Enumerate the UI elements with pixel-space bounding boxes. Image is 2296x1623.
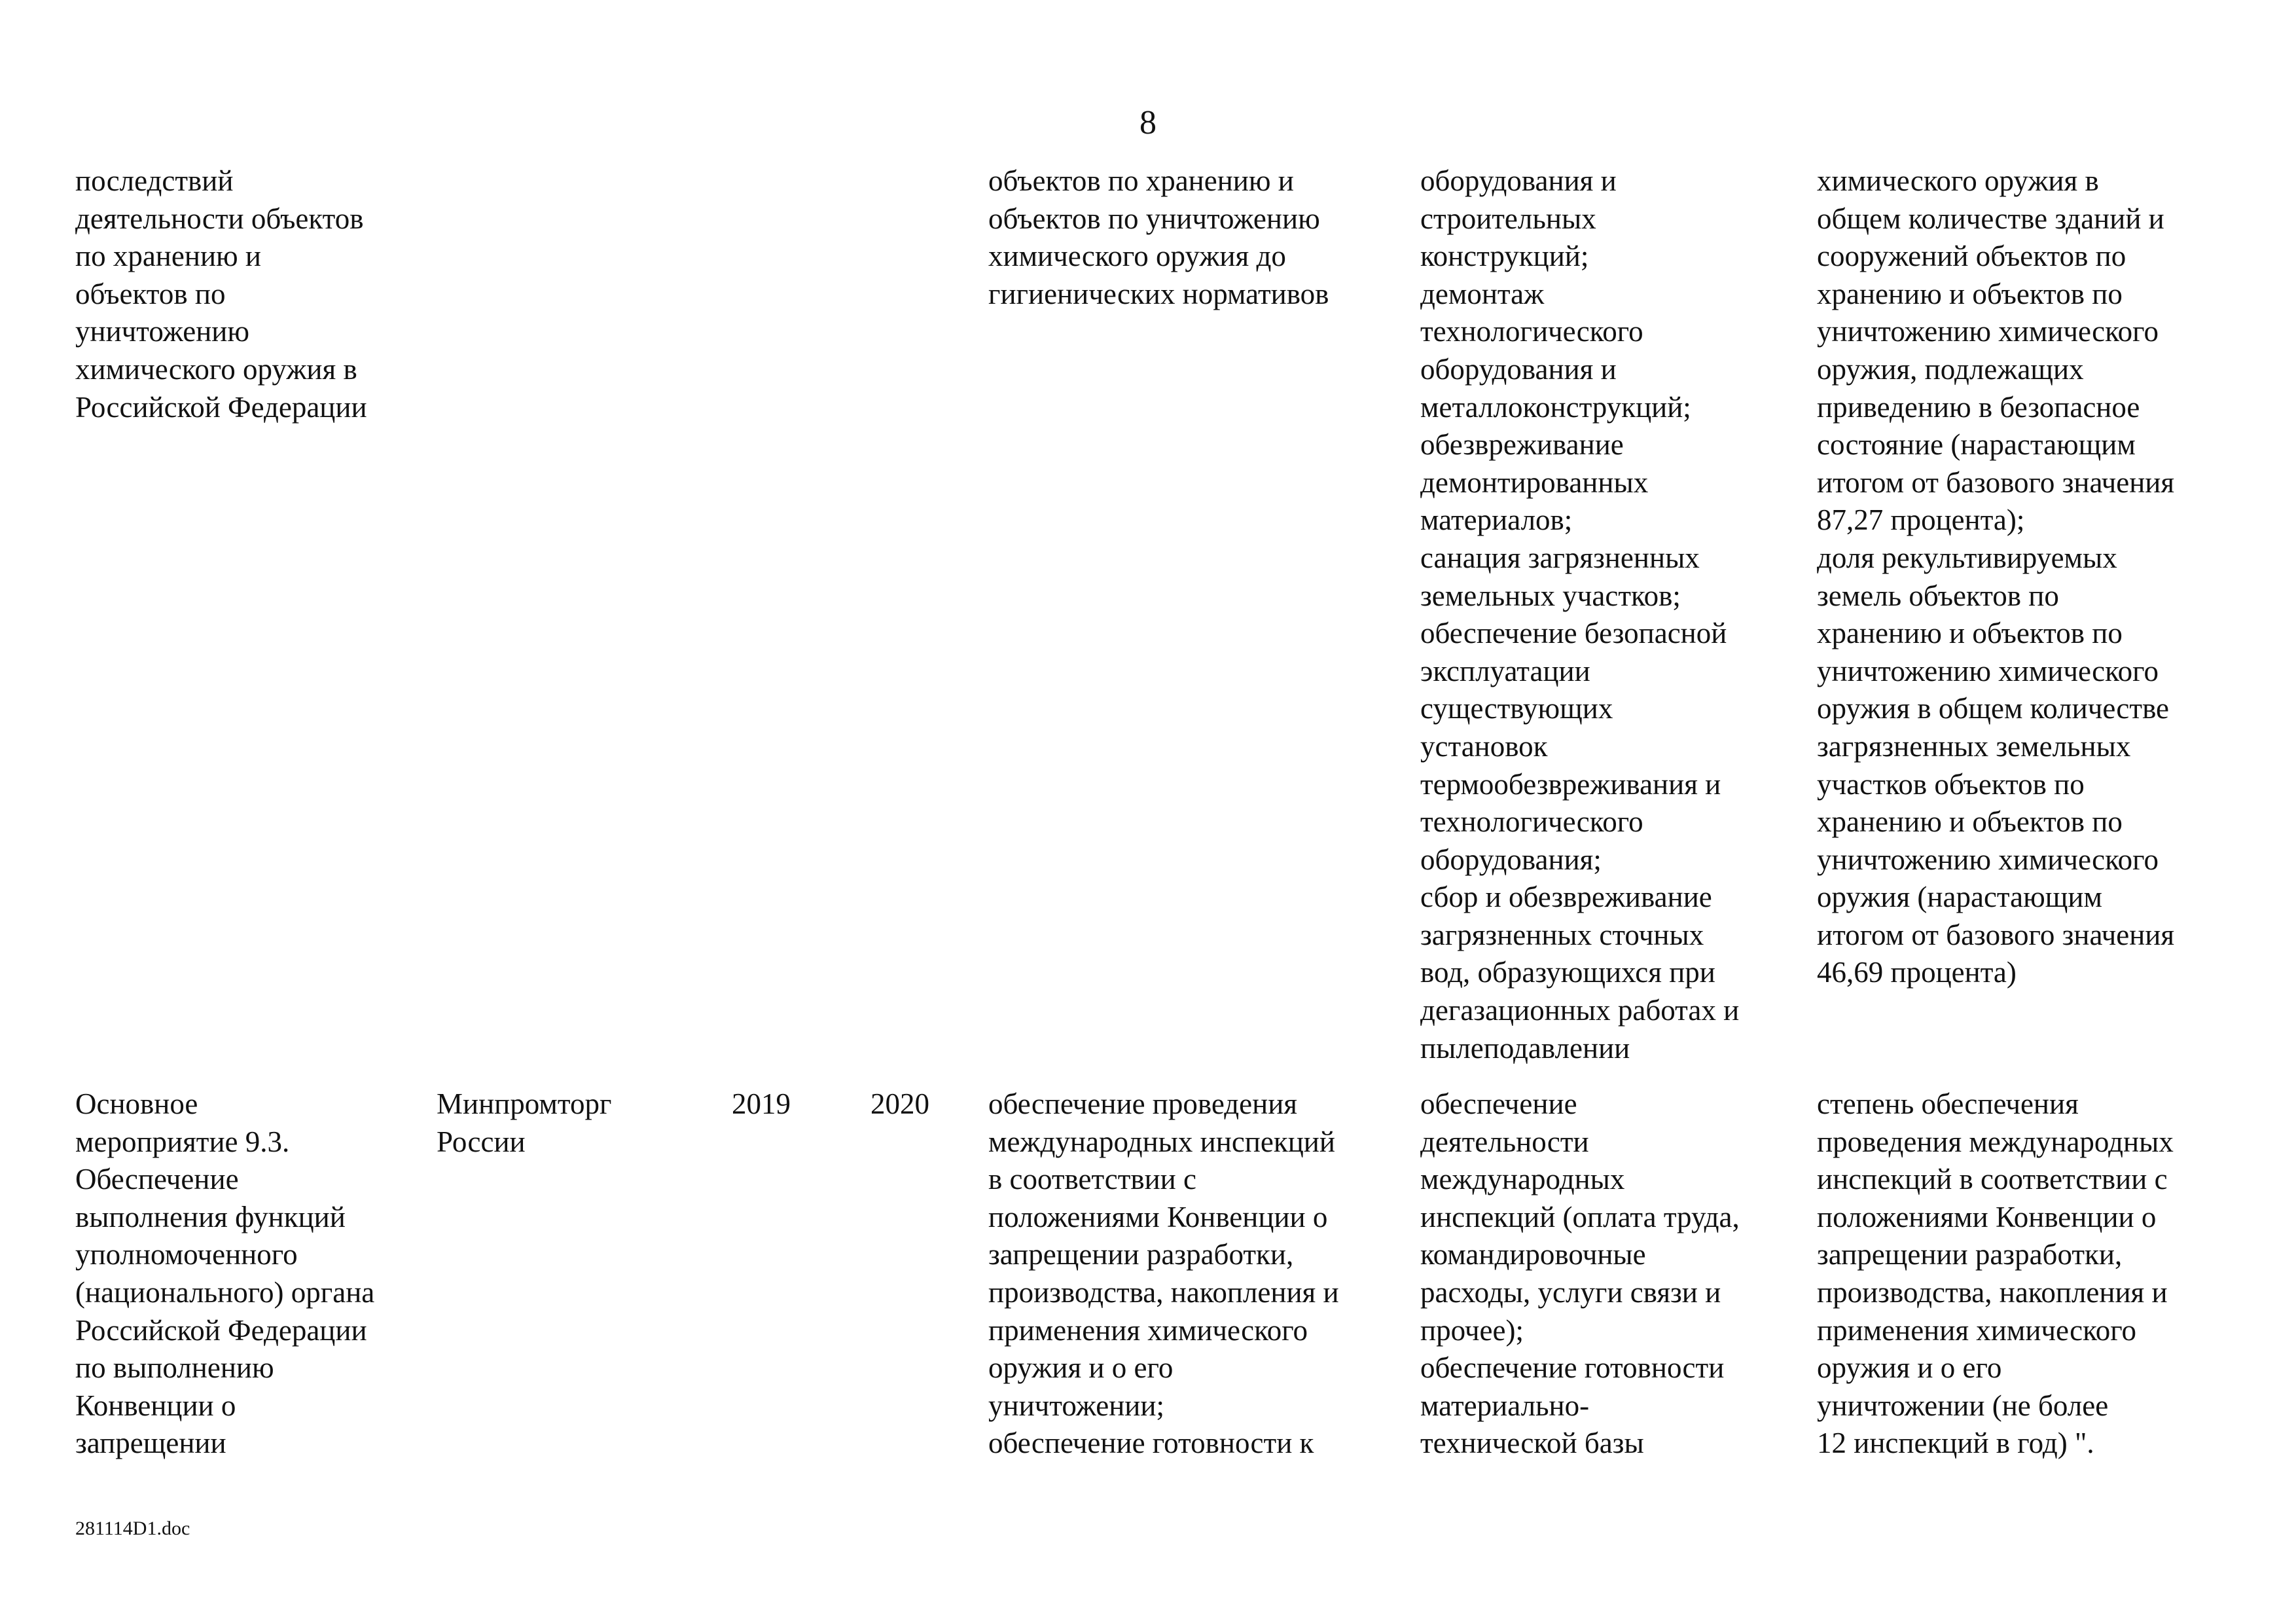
activity-cell: последствий деятельности объектов по хранению и объектов по уничтожению химического оружия в Российской Федерации	[75, 164, 367, 424]
directions-cell: обеспечение деятельности международных инспекций (оплата труда, командировочные расходы, услуги связи и прочее); обеспечение готовности материально- технической базы	[1420, 1087, 1740, 1460]
start-year-cell: 2019	[732, 1087, 791, 1120]
end-year-cell: 2020	[870, 1087, 929, 1120]
activity-cell: Основное мероприятие 9.3. Обеспечение выполнения функций уполномоченного (национального) органа Российской Федерации по выполнению Конвенции о запрещении	[75, 1087, 375, 1460]
indicators-cell: степень обеспечения проведения международных инспекций в соответствии с положениями Конвенции о запрещении разработки, производства, накопления и применения химического оружия и о его уничтожении (не более 12 инспекций в год) ".	[1817, 1087, 2174, 1460]
result-cell: обеспечение проведения международных инспекций в соответствии с положениями Конвенции о запрещении разработки, производства, накопления и применения химического оружия и о его уничтожении; обеспечение готовности к	[988, 1087, 1339, 1460]
indicators-cell: химического оружия в общем количестве зданий и сооружений объектов по хранению и объектов по уничтожению химического оружия, подлежащих приведению в безопасное состояние (нарастающим итогом от базового значения 87,27 процента); доля рекультивируемых земель объектов по хранению и объектов по уничтожению химического оружия в общем количестве загрязненных земельных участков объектов по хранению и объектов по уничтожению химического оружия (нарастающим итогом от базового значения 46,69 процента)	[1817, 164, 2175, 989]
result-cell: объектов по хранению и объектов по уничтожению химического оружия до гигиенических нормативов	[988, 164, 1329, 310]
footer-filename: 281114D1.doc	[75, 1518, 190, 1539]
page-number: 8	[1139, 104, 1157, 141]
executor-cell: Минпромторг России	[437, 1087, 612, 1158]
directions-cell: оборудования и строительных конструкций; демонтаж технологического оборудования и металлоконструкций; обезвреживание демонтированных материалов; санация загрязненных земельных участков; обеспечение безопасной эксплуатации существующих установок термообезвреживания и технологического оборудования; сбор и обезвреживание загрязненных сточных вод, образующихся при дегазационных работах и пылеподавлении	[1420, 164, 1740, 1065]
